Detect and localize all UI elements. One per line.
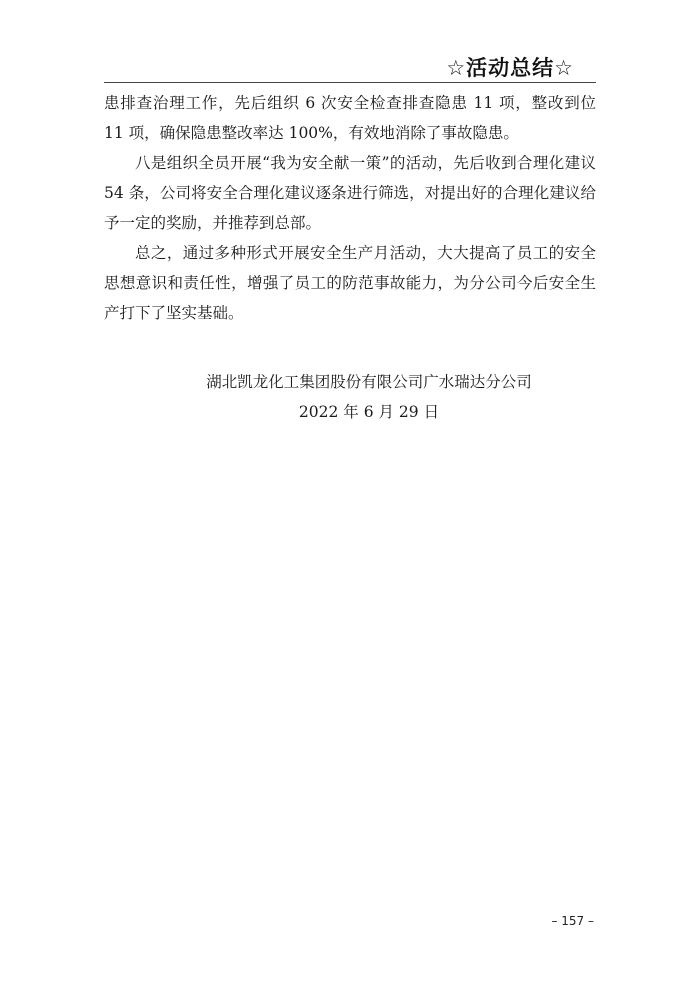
document-body (104, 88, 596, 328)
signature-organization: 湖北凯龙化工集团股份有限公司广水瑞达分公司 (206, 373, 532, 391)
page-number: – 157 – (551, 914, 594, 928)
page-header (104, 50, 596, 83)
paragraph-continuation: 患排查治理工作，先后组织 6 次安全检查排查隐患 11 项，整改到位 11 项，确保隐患整改率达 100%，有效地消除了事故隐患。 (104, 94, 596, 142)
paragraph-item-eight: 八是组织全员开展“我为安全献一策”的活动，先后收到合理化建议 54 条，公司将安全合理化建议逐条进行筛选，对提出好的合理化建议给予一定的奖励，并推荐到总部。 (104, 154, 596, 232)
signature-date: 2022 年 6 月 29 日 (298, 403, 440, 421)
paragraph-conclusion: 总之，通过多种形式开展安全生产月活动，大大提高了员工的安全思想意识和责任性，增强了员工的防范事故能力，为分公司今后安全生产打下了坚实基础。 (104, 244, 596, 322)
header-title: ☆活动总结☆ (446, 56, 574, 80)
